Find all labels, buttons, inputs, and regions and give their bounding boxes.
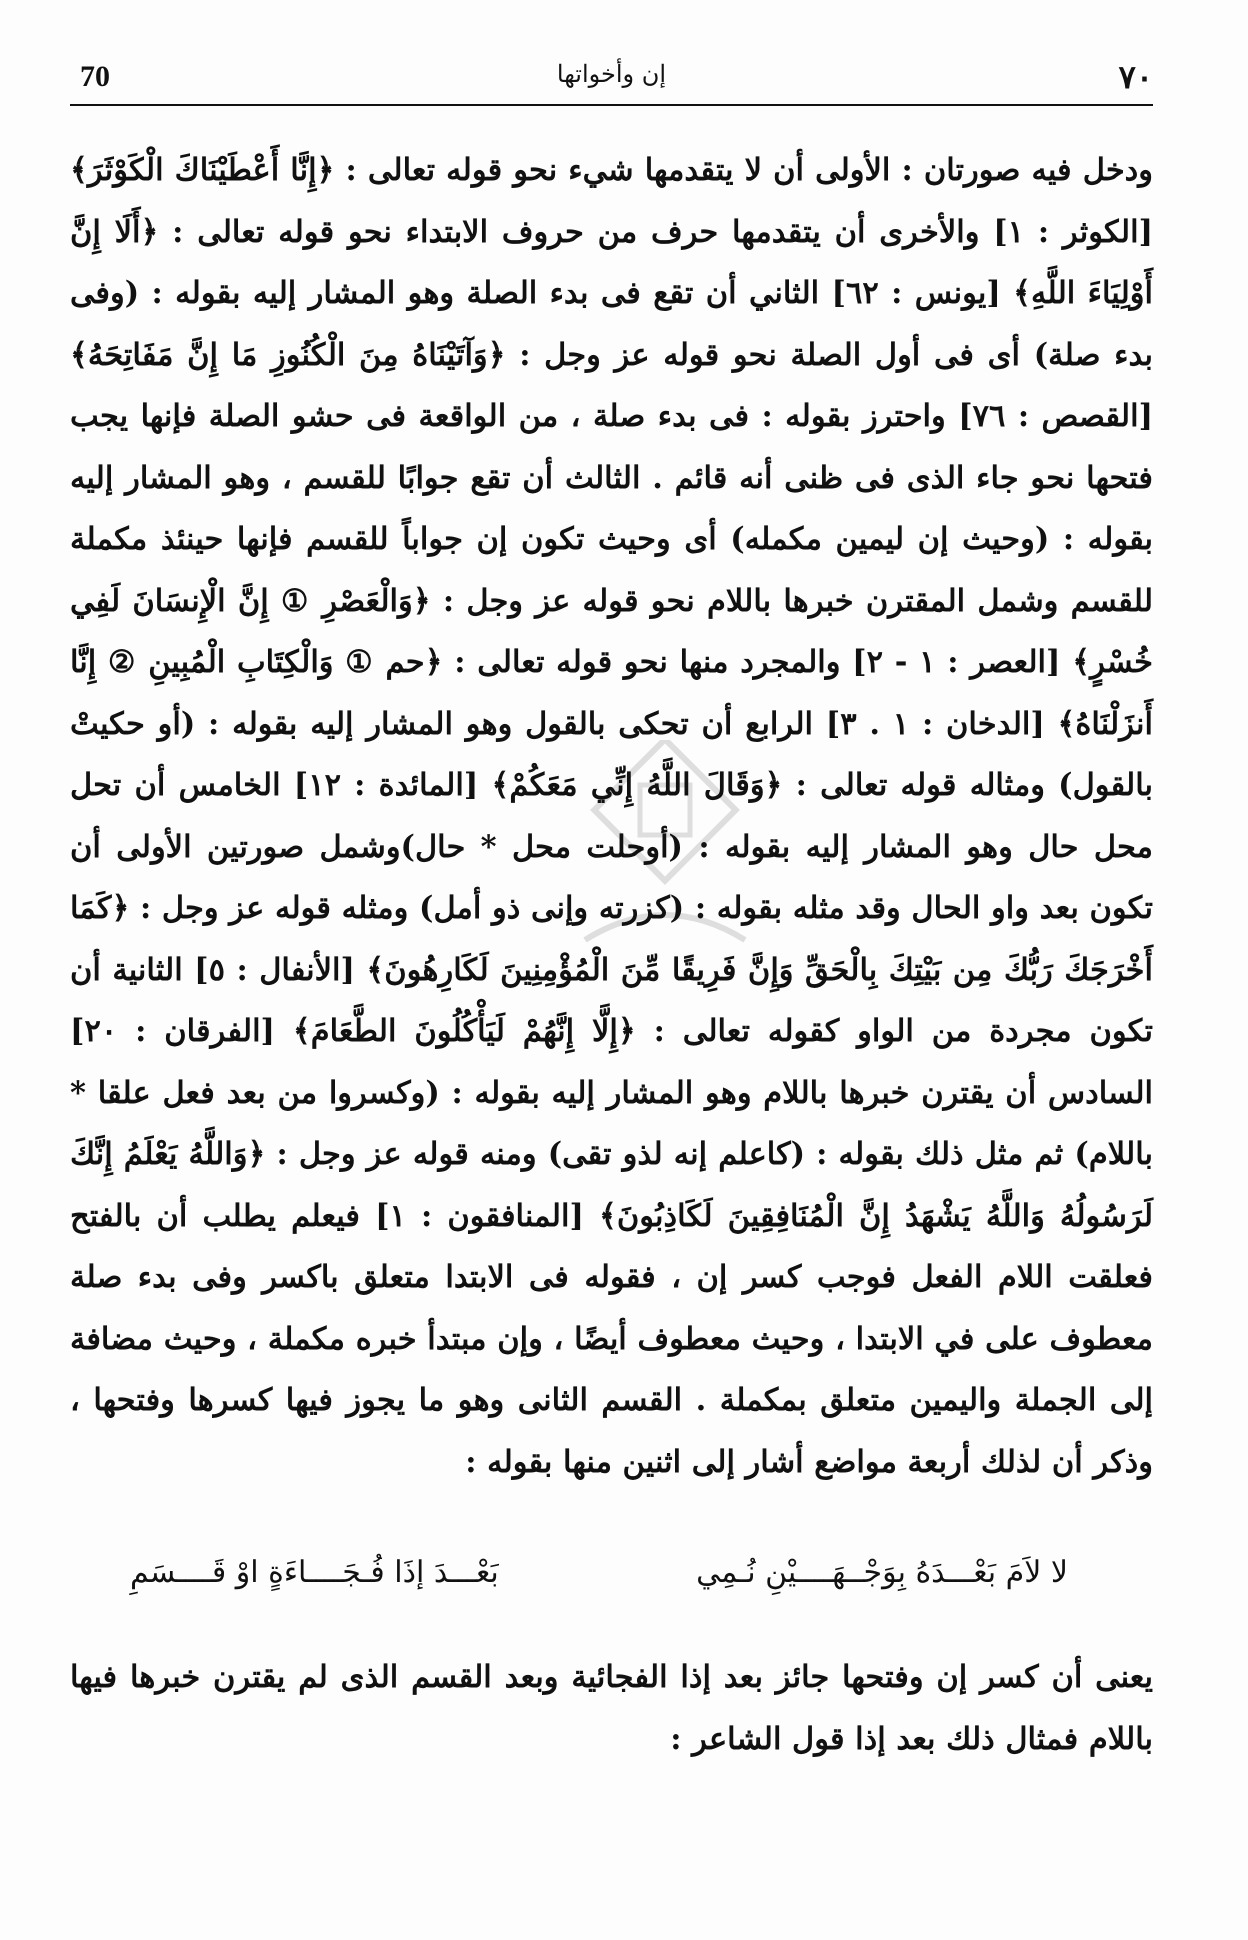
poetry-verse bbox=[130, 1545, 1068, 1605]
closing-text bbox=[70, 1646, 1153, 1770]
verse-second-hemistich: بَعْـــدَ إذَا فُـجَــــاءَةٍ اوْ قَــــسَمِ bbox=[130, 1555, 499, 1590]
main-text bbox=[70, 140, 1153, 1493]
paragraph: ودخل فيه صورتان : الأولى أن لا يتقدمها شيء نحو قوله تعالى : ﴿إِنَّا أَعْطَيْنَاكَ الْكَوْثَرَ﴾ [الكوثر : ١] والأخرى أن يتقدمها حرف من حروف الابتداء نحو قوله تعالى : ﴿أَلَا إِنَّ أَوْلِيَاءَ اللَّهِ﴾ [يونس : ٦٢] الثاني أن تقع فى بدء الصلة وهو المشار إليه بقوله : (وفى بدء صلة) أى فى أول الصلة نحو قوله عز وجل : ﴿وَآتَيْنَاهُ مِنَ الْكُنُوزِ مَا إِنَّ مَفَاتِحَهُ﴾ [القصص : ٧٦] واحترز بقوله : فى بدء صلة ، من الواقعة فى حشو الصلة فإنها يجب فتحها نحو جاء الذى فى ظنى أنه قائم . الثالث أن تقع جوابًا للقسم ، وهو المشار إليه بقوله : (وحيث إن ليمين مكمله) أى وحيث تكون إن جواباً للقسم فإنها حينئذ مكملة للقسم وشمل المقترن خبرها باللام نحو قوله عز وجل : ﴿وَالْعَصْرِ ① إِنَّ الْإِنسَانَ لَفِي خُسْرٍ﴾ [العصر : ١ - ٢] والمجرد منها نحو قوله تعالى : ﴿حم ① وَالْكِتَابِ الْمُبِينِ ② إِنَّا أَنزَلْنَاهُ﴾ [الدخان : ١ . ٣] الرابع أن تحكى بالقول وهو المشار إليه بقوله : (أو حكيتْ بالقول) ومثاله قوله تعالى : ﴿وَقَالَ اللَّهُ إِنِّي مَعَكُمْ﴾ [المائدة : ١٢] الخامس أن تحل محل حال وهو المشار إليه بقوله : (أوحلت محل * حال)وشمل صورتين الأولى أن تكون بعد واو الحال وقد مثله بقوله : (كزرته وإنى ذو أمل) ومثله قوله عز وجل : ﴿كَمَا أَخْرَجَكَ رَبُّكَ مِن بَيْتِكَ بِالْحَقِّ وَإِنَّ فَرِيقًا مِّنَ الْمُؤْمِنِينَ لَكَارِهُونَ﴾ [الأنفال : ٥] الثانية أن تكون مجردة من الواو كقوله تعالى : ﴿إِلَّا إِنَّهُمْ لَيَأْكُلُونَ الطَّعَامَ﴾ [الفرقان : ٢٠] السادس أن يقترن خبرها باللام وهو المشار إليه بقوله : (وكسروا من بعد فعل علقا * باللام) ثم مثل ذلك بقوله : (كاعلم إنه لذو تقى) ومنه قوله عز وجل : ﴿وَاللَّهُ يَعْلَمُ إِنَّكَ لَرَسُولُهُ وَاللَّهُ يَشْهَدُ إِنَّ الْمُنَافِقِينَ لَكَاذِبُونَ﴾ [المنافقون : ١] فيعلم يطلب أن بالفتح فعلقت اللام الفعل فوجب كسر إن ، فقوله فى الابتدا متعلق باكسر وفى بدء صلة معطوف على في الابتدا ، وحيث معطوف أيضًا ، وإن مبتدأ خبره مكملة ، وحيث مضافة إلى الجملة واليمين متعلق بمكملة . القسم الثانى وهو ما يجوز فيها كسرها وفتحها ، وذكر أن لذلك أربعة مواضع أشار إلى اثنين منها بقوله : bbox=[70, 152, 1154, 1480]
verse-first-hemistich: لا لاَمَ بَعْـــدَهُ بِوَجْــهَــــيْنِ نُـمِي bbox=[696, 1555, 1068, 1590]
running-title: إن وأخواتها bbox=[556, 60, 667, 88]
page-number-latin: 70 bbox=[80, 60, 110, 93]
page-number-arabic: ٧٠ bbox=[1118, 58, 1153, 96]
paragraph: يعنى أن كسر إن وفتحها جائز بعد إذا الفجائية وبعد القسم الذى لم يقترن خبرها فيها باللام فمثال ذلك بعد إذا قول الشاعر : bbox=[70, 1659, 1153, 1757]
page-header bbox=[70, 52, 1153, 106]
